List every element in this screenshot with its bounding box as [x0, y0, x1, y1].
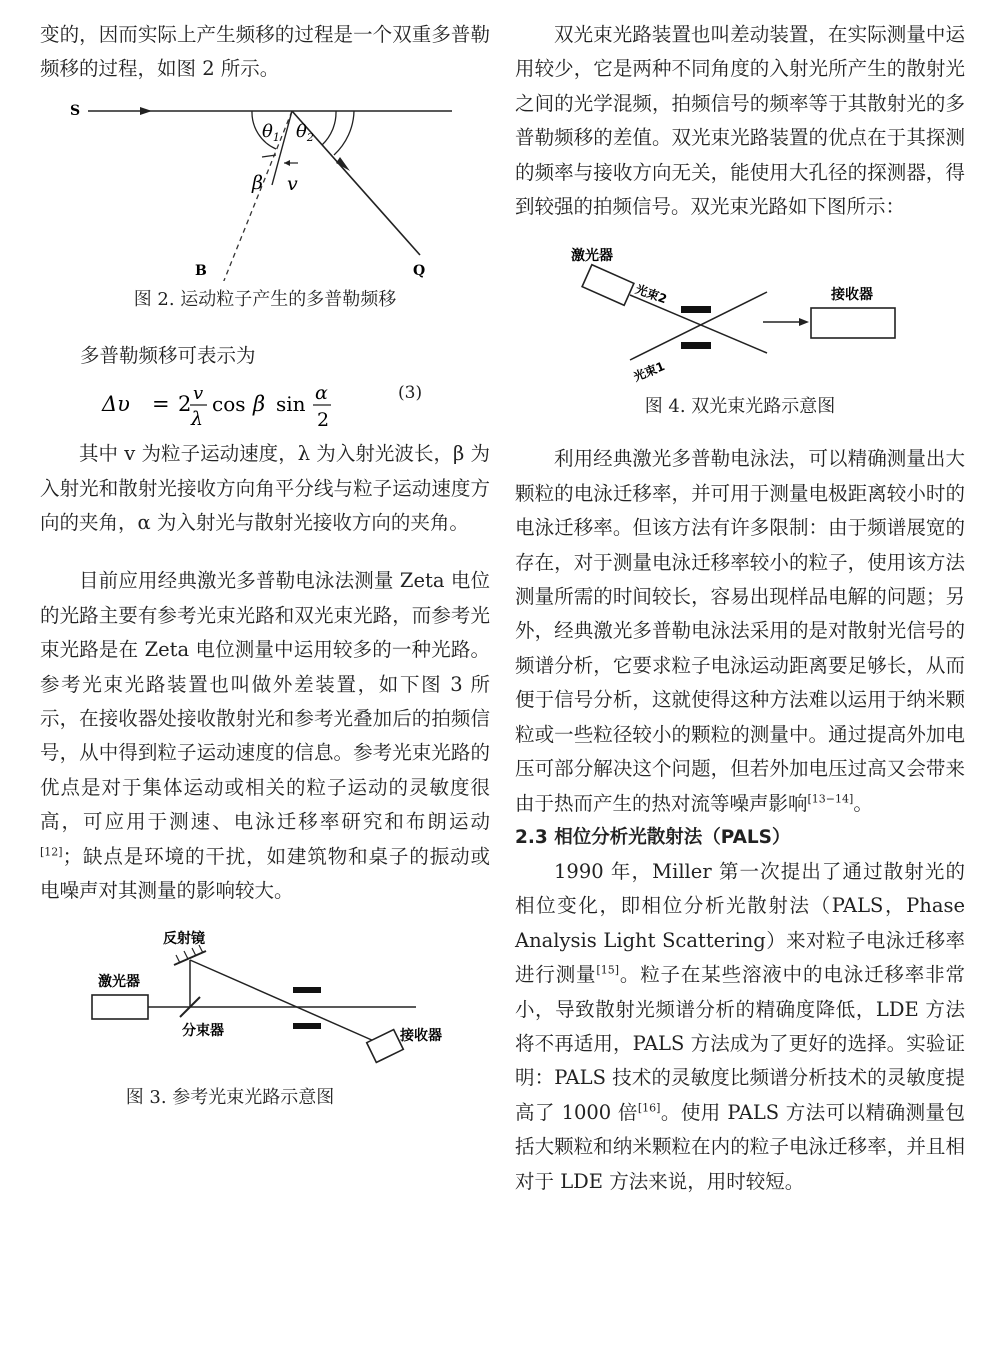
- label-q: Q: [413, 262, 426, 279]
- label-laser-fig4: 激光器: [571, 248, 613, 265]
- eq-beta: β: [253, 392, 266, 417]
- citation-16[interactable]: [16]: [637, 1101, 661, 1115]
- figure-4-dual-beam-diagram: [515, 238, 965, 388]
- figure-2-doppler-diagram: [40, 93, 490, 281]
- eq-v: v: [193, 383, 204, 405]
- left-column: [40, 18, 490, 1111]
- label-theta2: $\theta_2$: [296, 120, 314, 144]
- label-receiver-fig4: 接收器: [831, 287, 873, 304]
- label-beam1: 光束1: [631, 359, 667, 385]
- equation-3-formula: [40, 379, 490, 439]
- left-paragraph-3: [40, 564, 490, 908]
- right-p3-text-a: 1990 年，Miller 第一次提出了通过散射光的相位变化，即相位分析光散射法（PALS，Phase Analysis Light Scattering）来对粒子电泳迁移率进行测量: [515, 859, 965, 987]
- label-laser-fig3: 激光器: [98, 973, 140, 990]
- label-beam2: 光束2: [633, 282, 669, 307]
- right-p3-text-b: 。粒子在某些溶液中的电泳迁移率非常小，导致散射光频谱分析的精确度降低，LDE 方法将不再适用，PALS 方法成为了更好的选择。实验证明：PALS 技术的灵敏度比频谱分析技术的灵敏度提高了 1000 倍: [515, 963, 965, 1124]
- left-paragraph-2: 其中 v 为粒子运动速度，λ 为入射光波长，β 为入射光和散射光接收方向角平分线与粒子运动速度方向的夹角，α 为入射光与散射光接收方向的夹角。: [40, 442, 490, 535]
- citation-12[interactable]: [12]: [40, 845, 63, 859]
- citation-15[interactable]: [15]: [596, 963, 619, 977]
- right-paragraph-2: [515, 442, 965, 820]
- label-mirror: 反射镜: [163, 930, 205, 947]
- figure-4-caption: 图 4. 双光束光路示意图: [644, 396, 836, 418]
- label-theta1: $\theta_1$: [262, 120, 280, 144]
- eq-lambda: λ: [191, 408, 204, 431]
- right-column: [515, 18, 965, 1199]
- label-s: S: [70, 102, 81, 119]
- left-paragraph-1: 变的，因而实际上产生频移的过程是一个双重多普勒频移的过程，如图 2 所示。: [40, 23, 490, 81]
- right-p2-text-a: 利用经典激光多普勒电泳法，可以精确测量出大颗粒的电泳迁移率，并可用于测量电极距离较小时的电泳迁移率。但该方法有许多限制：由于频谱展宽的存在，对于测量电泳迁移率较小的粒子，使用该方法测量所需的时间较长，容易出现样品电解的问题；另外，经典激光多普勒电泳法采用的是对散射光信号的频谱分析，它要求粒子电泳运动距离要足够长，从而便于信号分析，这就使得这种方法难以运用于纳米颗粒或一些粒径较小的颗粒的测量中。通过提高外加电压可部分解决这个问题，但若外加电压过高又会带来由于热而产生的热对流等噪声影响: [515, 447, 965, 815]
- figure-3-reference-beam-diagram: [40, 923, 490, 1083]
- right-paragraph-3: [515, 855, 965, 1199]
- right-p2-text-b: 。: [853, 791, 873, 815]
- section-heading-2-3: 2.3 相位分析光散射法（PALS）: [515, 826, 791, 848]
- eq-denominator: 2: [317, 409, 330, 432]
- label-splitter: 分束器: [182, 1022, 224, 1039]
- figure-3-caption: 图 3. 参考光束光路示意图: [125, 1086, 335, 1108]
- left-p3-text-b: ；缺点是环境的干扰，如建筑物和桌子的振动或电噪声对其测量的影响较大。: [40, 844, 490, 903]
- label-b: B: [195, 262, 207, 279]
- eq-equals: =: [152, 392, 170, 417]
- equation-3: [40, 379, 490, 439]
- right-paragraph-1: 双光束光路装置也叫差动装置，在实际测量中运用较少，它是两种不同角度的入射光所产生的散射光之间的光学混频，拍频信号的频率等于其散射光的多普勒频移的差值。双光束光路装置的优点在于其探测的频率与接收方向无关，能使用大孔径的探测器，得到较强的拍频信号。双光束光路如下图所示：: [515, 23, 965, 219]
- eq-cos: cos: [212, 392, 246, 417]
- eq-delta: Δυ: [102, 392, 130, 417]
- label-receiver-fig3: 接收器: [400, 1027, 442, 1044]
- label-v: v: [287, 172, 298, 195]
- right-p3-text-c: 。使用 PALS 方法可以精确测量包括大颗粒和纳米颗粒在内的粒子电泳迁移率，并且相对于 LDE 方法来说，用时较短。: [515, 1100, 965, 1193]
- equation-number: (3): [398, 383, 423, 404]
- eq-coefficient: 2: [178, 392, 192, 417]
- left-p3-text-a: 目前应用经典激光多普勒电泳法测量 Zeta 电位的光路主要有参考光束光路和双光束光路，而参考光束光路是在 Zeta 电位测量中运用较多的一种光路。参考光束光路装置也叫做外差装置，如下图 3 所示，在接收器处接收散射光和参考光叠加后的拍频信号，从中得到粒子运动速度的信息。参考光束光路的优点是对于集体运动或相关的粒子运动的灵敏度很高，可应用于测速、电泳迁移率研究和布朗运动: [40, 569, 490, 834]
- citation-13-14[interactable]: [13−14]: [807, 792, 854, 805]
- figure-2-caption: 图 2. 运动粒子产生的多普勒频移: [133, 288, 397, 310]
- label-beta: β: [252, 171, 263, 194]
- equation-intro: 多普勒频移可表示为: [80, 343, 256, 367]
- eq-alpha: α: [315, 382, 328, 405]
- eq-sin: sin: [276, 392, 306, 417]
